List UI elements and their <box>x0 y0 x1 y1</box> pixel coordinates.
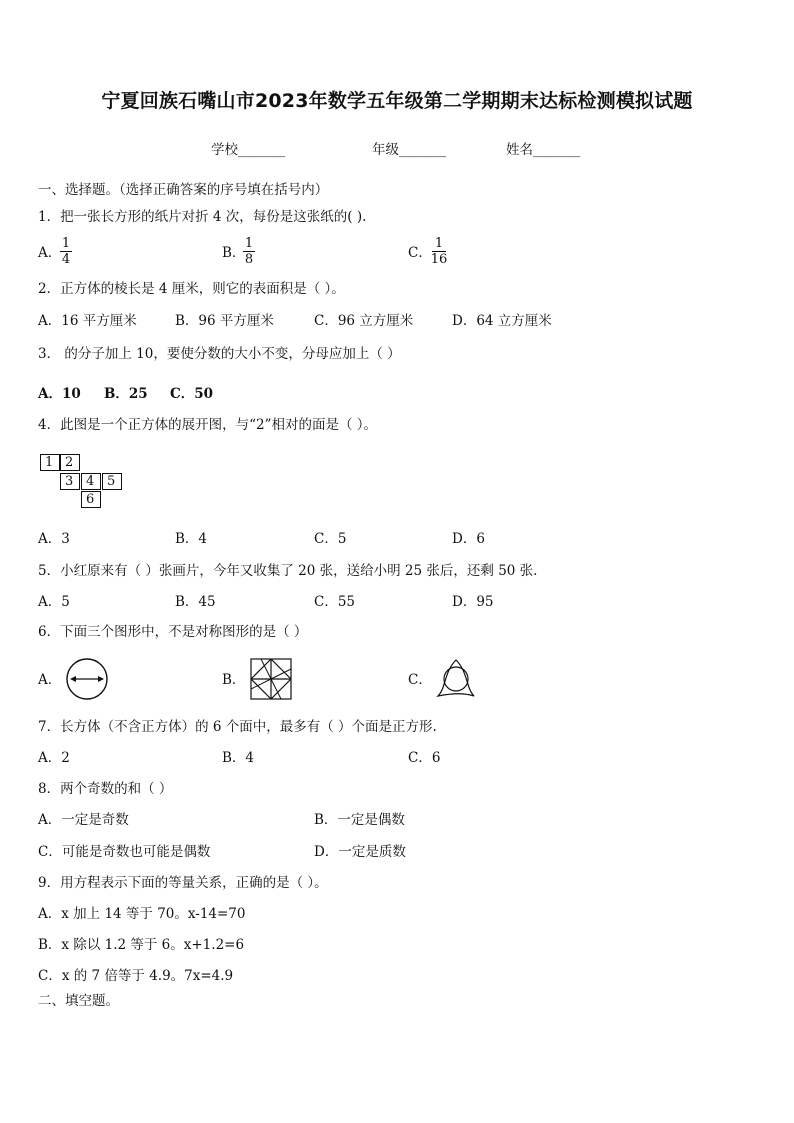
q8-option-b: B．一定是偶数 <box>314 812 405 828</box>
q1-option-c-label: C． <box>408 245 432 261</box>
net-face-2: 2 <box>60 454 80 471</box>
q1-option-c-fraction: 1 16 <box>430 236 448 267</box>
q4-stem: 4．此图是一个正方体的展开图，与“2”相对的面是（ ）。 <box>38 417 378 433</box>
q8-option-a: A．一定是奇数 <box>38 812 129 828</box>
page-title: 宁夏回族石嘴山市2023年数学五年级第二学期期末达标检测模拟试题 <box>101 90 693 112</box>
q4-option-a: A．3 <box>38 531 70 547</box>
q3-option-a: A．10 <box>38 386 81 402</box>
net-face-3: 3 <box>60 473 80 490</box>
q9-option-a: A．x 加上 14 等于 70。x-14=70 <box>38 906 246 922</box>
q7-option-c: C．6 <box>408 750 441 766</box>
q2-option-c: C．96 立方厘米 <box>314 313 414 329</box>
q2-option-a: A．16 平方厘米 <box>38 313 137 329</box>
q5-option-b: B．45 <box>175 594 216 610</box>
q6-option-c-label: C． <box>408 672 432 688</box>
q6-option-a-label: A． <box>38 672 62 688</box>
q5-option-d: D．95 <box>452 594 494 610</box>
q1-stem: 1．把一张长方形的纸片对折 4 次，每份是这张纸的( ). <box>38 209 367 225</box>
net-face-5: 5 <box>102 473 122 490</box>
q5-stem: 5．小红原来有（ ）张画片，今年又收集了 20 张，送给小明 25 张后，还剩 50 张. <box>38 563 538 579</box>
q1-option-b-fraction: 1 8 <box>244 236 254 267</box>
q8-option-d: D．一定是质数 <box>314 844 406 860</box>
q9-stem: 9．用方程表示下面的等量关系，正确的是（ ）。 <box>38 875 328 891</box>
grade-field: 年级_______ <box>372 142 447 158</box>
name-field: 姓名_______ <box>506 142 581 158</box>
q3-option-c: C．50 <box>170 386 214 402</box>
q2-stem: 2．正方体的棱长是 4 厘米，则它的表面积是（ ）。 <box>38 281 345 297</box>
q8-stem: 8．两个奇数的和（ ） <box>38 781 173 797</box>
q4-option-c: C．5 <box>314 531 347 547</box>
q7-option-a: A．2 <box>38 750 70 766</box>
q3-option-b: B．25 <box>104 386 148 402</box>
q1-option-a-label: A． <box>38 245 62 261</box>
net-face-4: 4 <box>81 473 101 490</box>
q4-option-d: D．6 <box>452 531 485 547</box>
q7-option-b: B．4 <box>222 750 255 766</box>
q4-option-b: B．4 <box>175 531 208 547</box>
school-field: 学校_______ <box>211 142 286 158</box>
q6-stem: 6．下面三个图形中，不是对称图形的是（ ） <box>38 624 308 640</box>
q6-option-b-label: B． <box>222 672 246 688</box>
q5-option-a: A．5 <box>38 594 70 610</box>
pinwheel-figure <box>248 656 294 702</box>
trefoil-figure <box>432 654 480 700</box>
q3-stem: 3． 的分子加上 10，要使分数的大小不变，分母应加上（ ） <box>38 346 401 362</box>
net-face-1: 1 <box>40 454 60 471</box>
q1-option-b-label: B． <box>222 245 246 261</box>
section-1-heading: 一、选择题。（选择正确答案的序号填在括号内） <box>38 182 329 198</box>
q8-option-c: C．可能是奇数也可能是偶数 <box>38 844 211 860</box>
q9-option-c: C．x 的 7 倍等于 4.9。7x=4.9 <box>38 968 234 984</box>
q1-option-a-fraction: 1 4 <box>61 236 71 267</box>
q2-option-b: B．96 平方厘米 <box>175 313 274 329</box>
section-2-heading: 二、填空题。 <box>38 993 119 1009</box>
circle-arrow-figure <box>62 656 112 702</box>
q5-option-c: C．55 <box>314 594 356 610</box>
q2-option-d: D．64 立方厘米 <box>452 313 552 329</box>
q7-stem: 7．长方体（不含正方体）的 6 个面中，最多有（ ）个面是正方形. <box>38 719 437 735</box>
q9-option-b: B．x 除以 1.2 等于 6。x+1.2=6 <box>38 937 245 953</box>
net-face-6: 6 <box>81 491 101 508</box>
